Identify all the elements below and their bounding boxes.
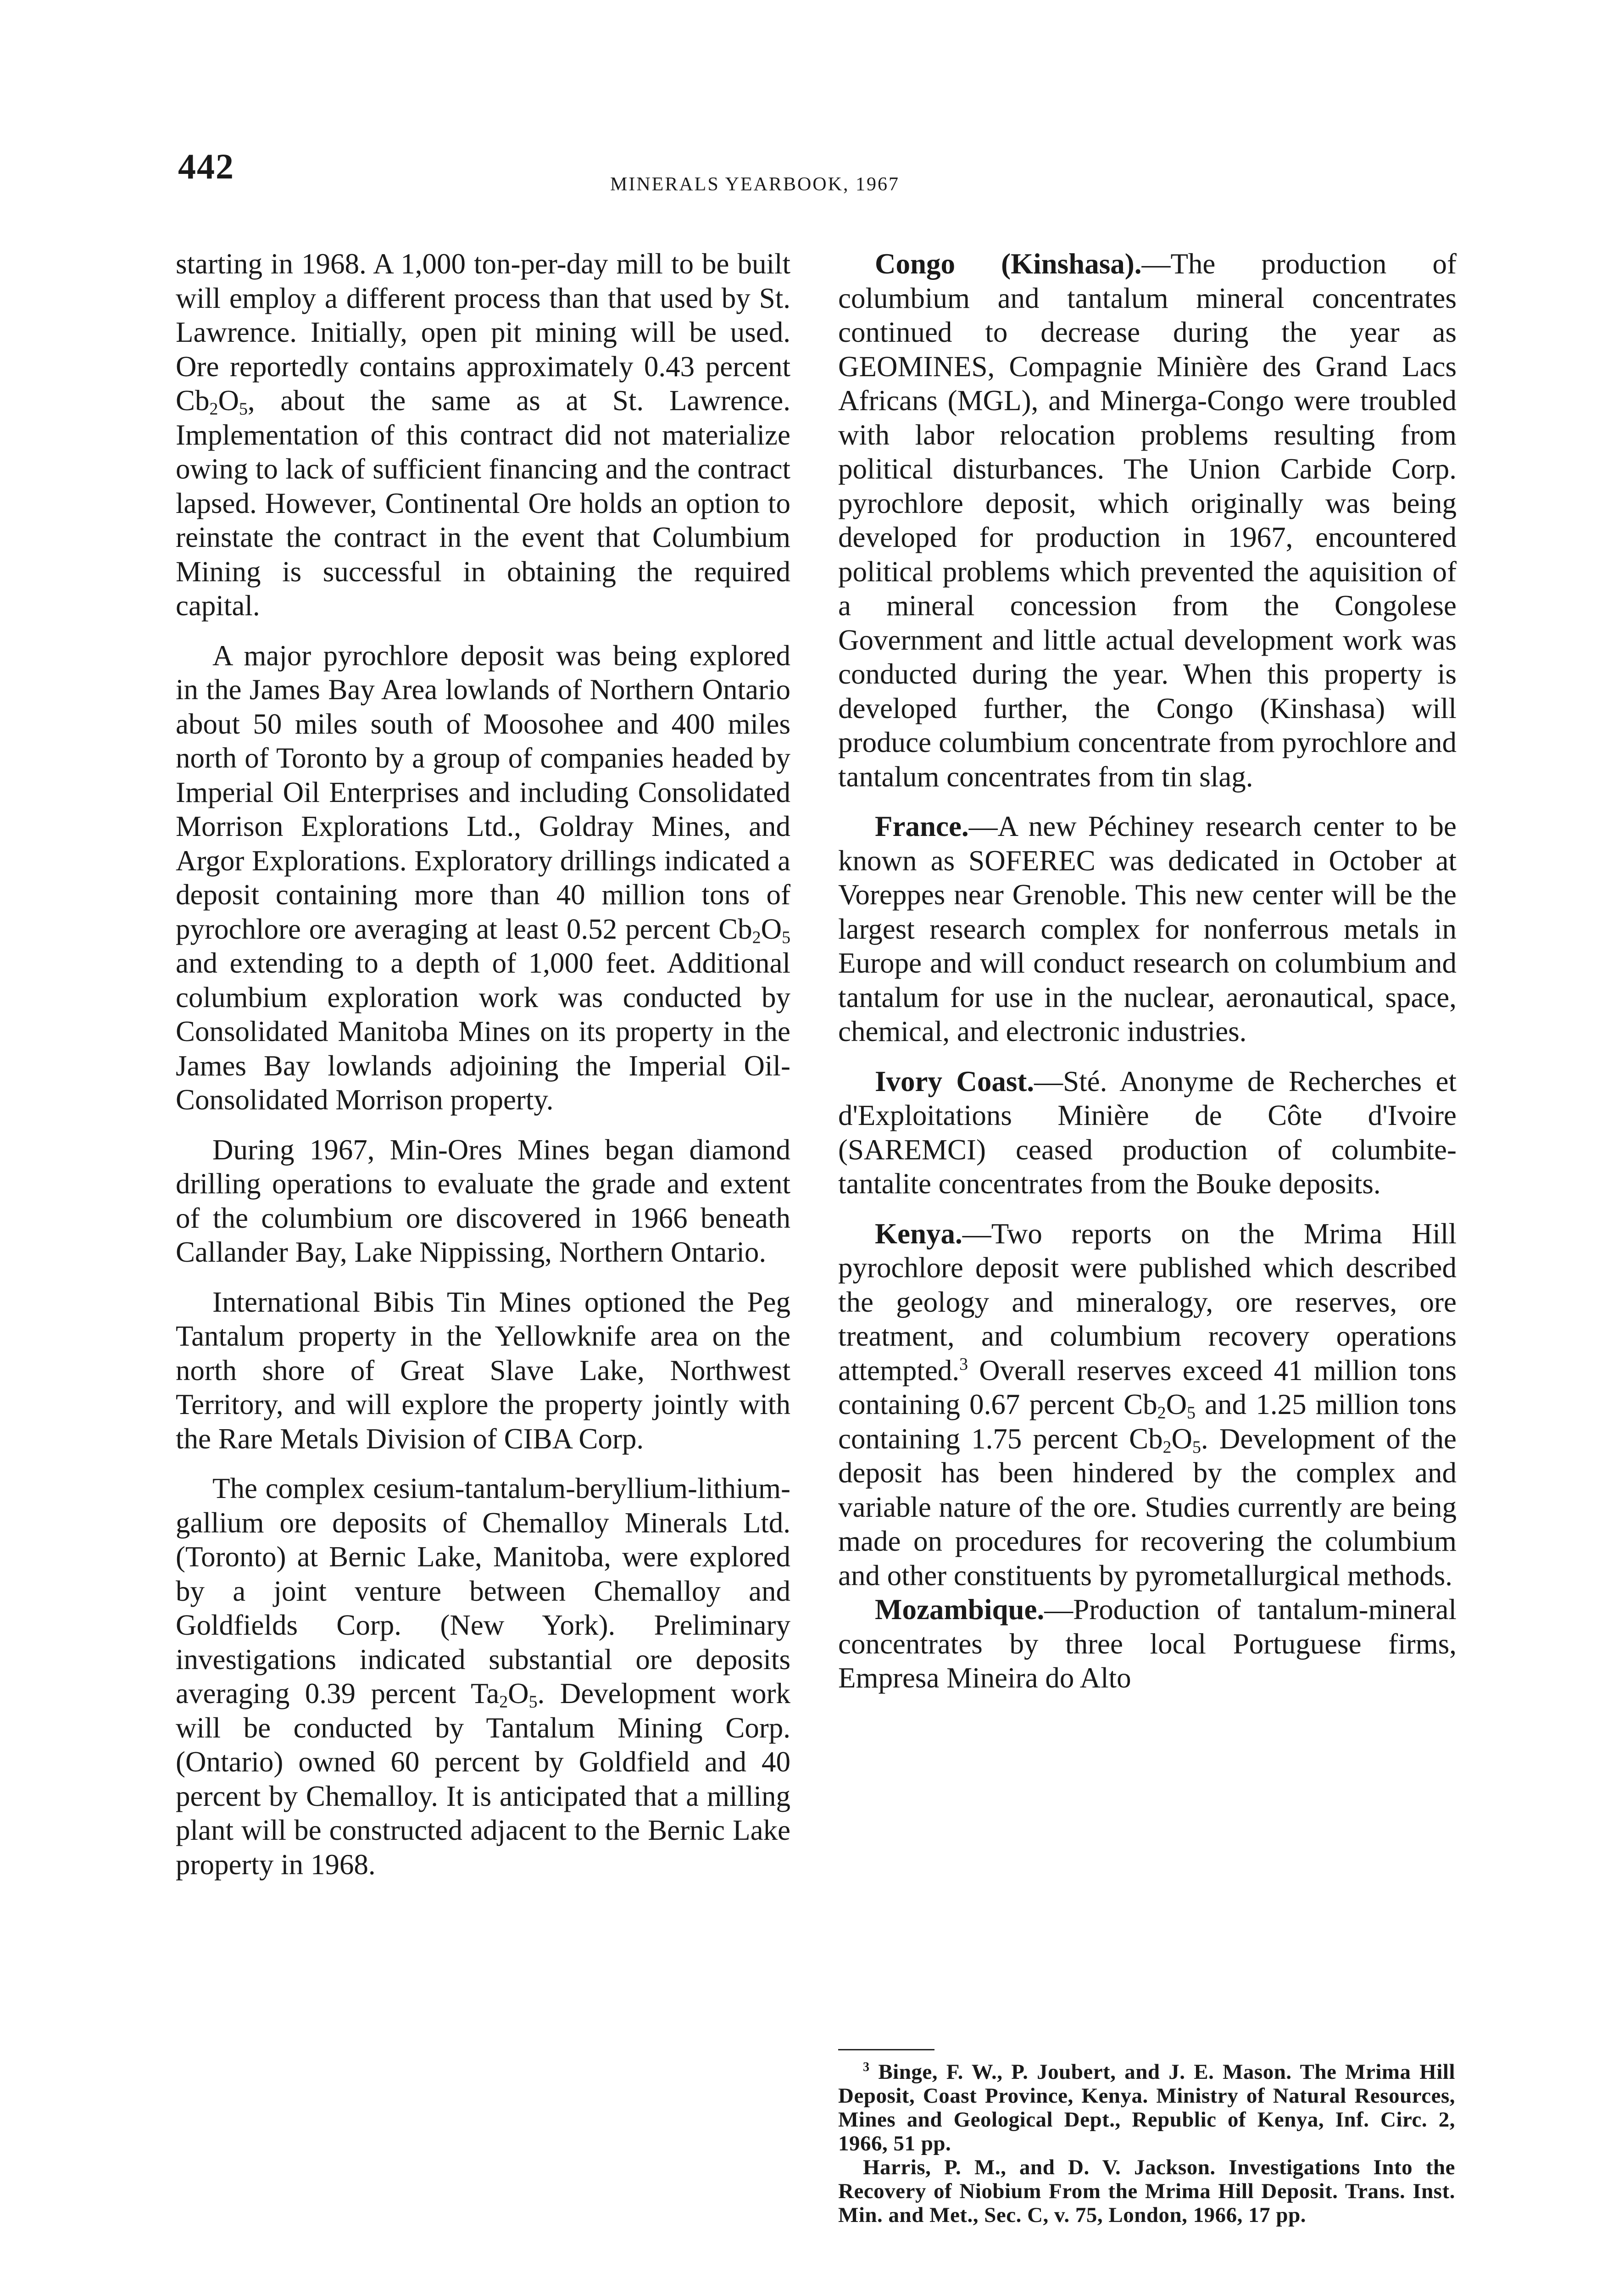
heading-france: France. xyxy=(875,810,969,842)
paragraph-chemalloy: The complex cesium-tantalum-beryllium-lithium-gallium ore deposits of Chemalloy Minerals Ltd. (Toronto) at Bernic Lake, Manitoba, were explored by a joint venture between Chemalloy and Goldfields Corp. (New York). Preliminary investigations indicated substantial ore deposits averaging 0.39 percent $Ta_2O_5$. Development work will be conducted by Tantalum Mining Corp. (Ontario) owned 60 percent by Goldfield and 40 percent by Chemalloy. It is anticipated that a milling plant will be constructed adjacent to the Bernic Lake property in 1968. xyxy=(176,1472,790,1881)
paragraph-st-lawrence-continuation: starting in 1968. A 1,000 ton-per-day mill to be built will employ a different process than that used by St. Lawrence. Initially, open pit mining will be used. Ore reportedly contains approximately 0.43 percent $Cb_2O_5$, about the same as at St. Lawrence. Implementation of this contract did not materialize owing to lack of sufficient financing and the contract lapsed. However, Continental Ore holds an option to reinstate the contract in the event that Columbium Mining is successful in obtaining the required capital. xyxy=(176,248,790,622)
heading-congo: Congo (Kinshasa). xyxy=(875,248,1142,280)
right-column xyxy=(838,247,1457,1711)
section-congo: Congo (Kinshasa).—The production of columbium and tantalum mineral concentrates continued to decrease during the year as GEOMINES, Compagnie Minière des Grand Lacs Africans (MGL), and Minerga-Congo were troubled with labor relocation problems resulting from political disturbances. The Union Carbide Corp. pyrochlore deposit, which originally was being developed for production in 1967, encountered political problems which prevented the aquisition of a mineral concession from the Congolese Government and little actual development work was conducted during the year. When this property is developed further, the Congo (Kinshasa) will produce columbium concentrate from pyrochlore and tantalum concentrates from tin slag. xyxy=(838,248,1457,793)
footnote-rule xyxy=(838,2049,934,2050)
page-number: 442 xyxy=(178,146,234,186)
heading-kenya: Kenya. xyxy=(875,1217,962,1250)
paragraph-james-bay-pyrochlore: A major pyrochlore deposit was being explored in the James Bay Area lowlands of Northern Ontario about 50 miles south of Moosohee and 400 miles north of Toronto by a group of companies headed by Imperial Oil Enterprises and including Consolidated Morrison Explorations Ltd., Goldray Mines, and Argor Explorations. Exploratory drillings indicated a deposit containing more than 40 million tons of pyrochlore ore averaging at least 0.52 percent $Cb_2O_5$ and extending to a depth of 1,000 feet. Additional columbium exploration work was conducted by Consolidated Manitoba Mines on its property in the James Bay lowlands adjoining the Imperial Oil-Consolidated Morrison property. xyxy=(176,639,790,1116)
footnote-3-second-reference: Harris, P. M., and D. V. Jackson. Investigations Into the Recovery of Niobium From the Mrima Hill Deposit. Trans. Inst. Min. and Met., Sec. C, v. 75, London, 1966, 17 pp. xyxy=(838,2155,1455,2227)
section-france: France.—A new Péchiney research center to be known as SOFEREC was dedicated in October at Voreppes near Grenoble. This new center will be the largest research complex for nonferrous metals in Europe and will conduct research on columbium and tantalum for use in the nuclear, aeronautical, space, chemical, and electronic industries. xyxy=(838,810,1457,1047)
section-mozambique: Mozambique.—Production of tantalum-mineral concentrates by three local Portuguese firms, Empresa Mineira do Alto xyxy=(838,1593,1457,1694)
paragraph-min-ores: During 1967, Min-Ores Mines began diamond drilling operations to evaluate the grade and extent of the columbium ore discovered in 1966 beneath Callander Bay, Lake Nippissing, Northern Ontario. xyxy=(176,1133,790,1268)
heading-ivory-coast: Ivory Coast. xyxy=(875,1065,1034,1097)
footnote-ref-3: 3 xyxy=(959,1354,968,1374)
paragraph-bibis-tin: International Bibis Tin Mines optioned the Peg Tantalum property in the Yellowknife area on the north shore of Great Slave Lake, Northwest Territory, and will explore the property jointly with the Rare Metals Division of CIBA Corp. xyxy=(176,1286,790,1455)
footnote-3: $^3$ Binge, F. W., P. Joubert, and J. E. Mason. The Mrima Hill Deposit, Coast Province, Kenya. Ministry of Natural Resources, Mines and Geological Dept., Republic of Kenya, Inf. Circ. 2, 1966, 51 pp. xyxy=(838,2060,1455,2155)
heading-mozambique: Mozambique. xyxy=(875,1593,1045,1626)
running-head: MINERALS YEARBOOK, 1967 xyxy=(610,174,900,195)
left-column xyxy=(176,247,790,1897)
footnotes xyxy=(838,2060,1455,2227)
section-kenya: Kenya.—Two reports on the Mrima Hill pyrochlore deposit were published which described the geology and mineralogy, ore reserves, ore treatment, and columbium recovery operations attempted.$^3$ Overall reserves exceed 41 million tons containing 0.67 percent $Cb_2O_5$ and 1.25 million tons containing 1.75 percent $Cb_2O_5$. Development of the deposit has been hindered by the complex and variable nature of the ore. Studies currently are being made on procedures for recovering the columbium and other constituents by pyrometallurgical methods. xyxy=(838,1217,1457,1592)
section-ivory-coast: Ivory Coast.—Sté. Anonyme de Recherches et d'Exploitations Minière de Côte d'Ivoire (SAREMCI) ceased production of columbite-tantalite concentrates from the Bouke deposits. xyxy=(838,1065,1457,1200)
